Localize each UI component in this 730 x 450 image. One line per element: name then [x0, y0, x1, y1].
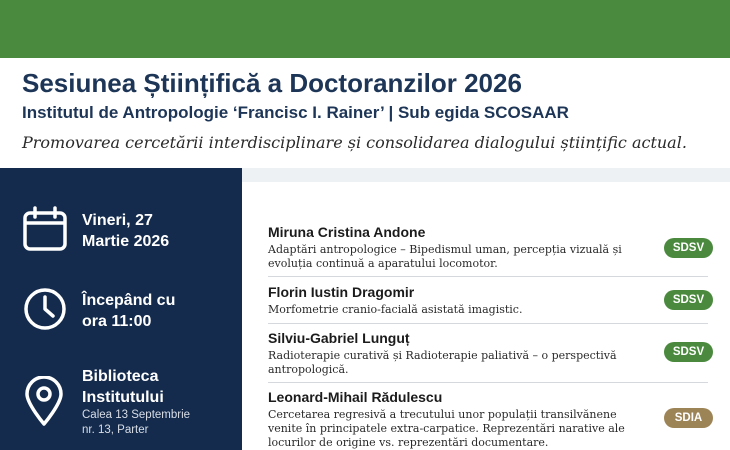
section-badge: SDSV: [664, 290, 713, 310]
time-line-1: Începând cu: [82, 292, 176, 309]
presentations-panel: [242, 168, 730, 450]
presenter-name: Miruna Cristina Andone: [268, 224, 426, 240]
presentation-item: [268, 224, 713, 271]
place-line-1: Biblioteca: [82, 368, 159, 385]
institute-subtitle: Institutul de Antropologie ‘Francisc I. Rainer’ | Sub egida SCOSAAR: [22, 103, 569, 122]
divider: [268, 323, 708, 324]
time-line-2: ora 11:00: [82, 313, 152, 330]
presentation-title: Cercetarea regresivă a trecutului unor populații transilvănene venite în principatele extra-carpatice. Reprezentări narative ale locurilor de origine vs. reprezentări documentare.: [268, 408, 625, 449]
presenter-name: Leonard-Mihail Rădulescu: [268, 389, 443, 405]
top-color-bar: [0, 0, 730, 58]
presentation-title: Radioterapie curativă și Radioterapie paliativă – o perspectivă antropologică.: [268, 349, 617, 376]
clock-icon: [22, 286, 68, 332]
address-line-1: Calea 13 Septembrie: [82, 409, 191, 421]
divider: [268, 276, 708, 277]
address-line-2: nr. 13, Parter: [82, 424, 149, 436]
date-line-2: Martie 2026: [82, 233, 170, 250]
presentation-item: [268, 389, 713, 450]
presentation-title: Adaptări antropologice – Bipedismul uman, percepția vizuală și evoluția continuă a aparatului locomotor.: [268, 243, 622, 270]
presentation-item: [268, 284, 713, 317]
event-header: [0, 58, 730, 168]
presentation-item: [268, 330, 713, 377]
section-badge: SDSV: [664, 238, 713, 258]
location-pin-icon: [22, 376, 66, 428]
presenter-name: Florin Iustin Dragomir: [268, 284, 415, 300]
presentation-title: Morfometrie cranio-facială asistată imagistic.: [268, 303, 523, 316]
event-info-panel: [0, 168, 242, 450]
presenter-name: Silviu-Gabriel Lunguț: [268, 330, 410, 346]
divider: [268, 382, 708, 383]
section-badge: SDIA: [664, 408, 713, 428]
date-line-1: Vineri, 27: [82, 212, 153, 229]
page-title: Sesiunea Științifică a Doctoranzilor 2026: [22, 68, 522, 98]
place-line-2: Institutului: [82, 389, 164, 406]
section-badge: SDSV: [664, 342, 713, 362]
calendar-icon: [22, 206, 68, 252]
event-tagline: Promovarea cercetării interdisciplinare și consolidarea dialogului științific actual.: [22, 133, 687, 152]
